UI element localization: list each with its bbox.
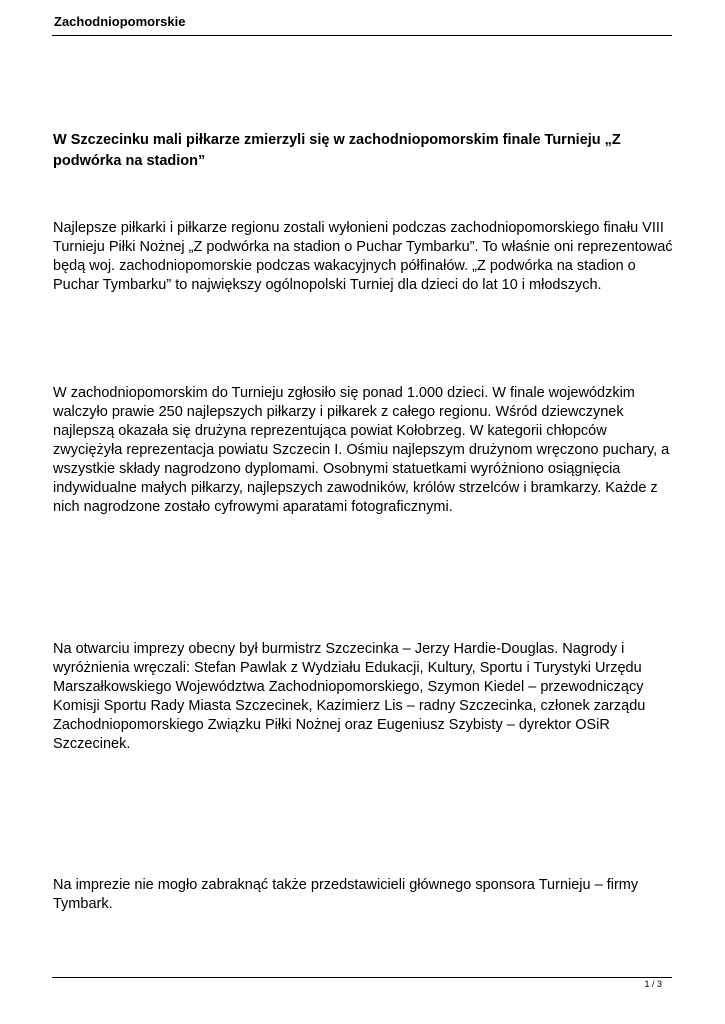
article-paragraph-1: Najlepsze piłkarki i piłkarze regionu zostali wyłonieni podczas zachodniopomorskiego finału VIII Turnieju Piłki Nożnej „Z podwórka na stadion o Puchar Tymbarku”. To właśnie oni reprezentować będą woj. zachodniopomorskie podczas wakacyjnych półfinałów. „Z podwórka na stadion o Puchar Tymbarku” to największy ogólnopolski Turniej dla dzieci do lat 10 i młodszych.	[53, 220, 673, 293]
header-divider	[52, 35, 672, 36]
footer-divider	[52, 977, 672, 978]
document-header-title: Zachodniopomorskie	[54, 14, 186, 29]
article-paragraph-4: Na imprezie nie mogło zabraknąć także przedstawicieli głównego sponsora Turnieju – firmy Tymbark.	[53, 877, 639, 912]
article-paragraph-3: Na otwarciu imprezy obecny był burmistrz Szczecinka – Jerzy Hardie-Douglas. Nagrody i wyróżnienia wręczali: Stefan Pawlak z Wydziału Edukacji, Kultury, Sportu i Turystyki Urzędu Marszałkowskiego Województwa Zachodniopomorskiego, Szymon Kiedel – przewodniczący Komisji Sportu Rady Miasta Szczecinek, Kazimierz Lis – radny Szczecinka, członek zarządu Zachodniopomorskiego Związku Piłki Nożnej oraz Eugeniusz Szybisty – dyrektor OSiR Szczecinek.	[53, 641, 646, 752]
page-number: 1 / 3	[644, 979, 662, 989]
article-paragraph-2: W zachodniopomorskim do Turnieju zgłosiło się ponad 1.000 dzieci. W finale wojewódzkim walczyło prawie 250 najlepszych piłkarzy i piłkarek z całego regionu. Wśród dziewczynek najlepszą okazała się drużyna reprezentująca powiat Kołobrzeg. W kategorii chłopców zwyciężyła reprezentacja powiatu Szczecin I. Ośmiu najlepszym drużynom wręczono puchary, a wszystkie składy nagrodzono dyplomami. Osobnymi statuetkami wyróżniono osiągnięcia indywidualne małych piłkarzy, najlepszych zawodników, królów strzelców i bramkarzy. Każde z nich nagrodzone zostało cyfrowymi aparatami fotograficznymi.	[53, 385, 670, 515]
article-title: W Szczecinku mali piłkarze zmierzyli się w zachodniopomorskim finale Turnieju „Z podwórka na stadion”	[53, 132, 621, 169]
